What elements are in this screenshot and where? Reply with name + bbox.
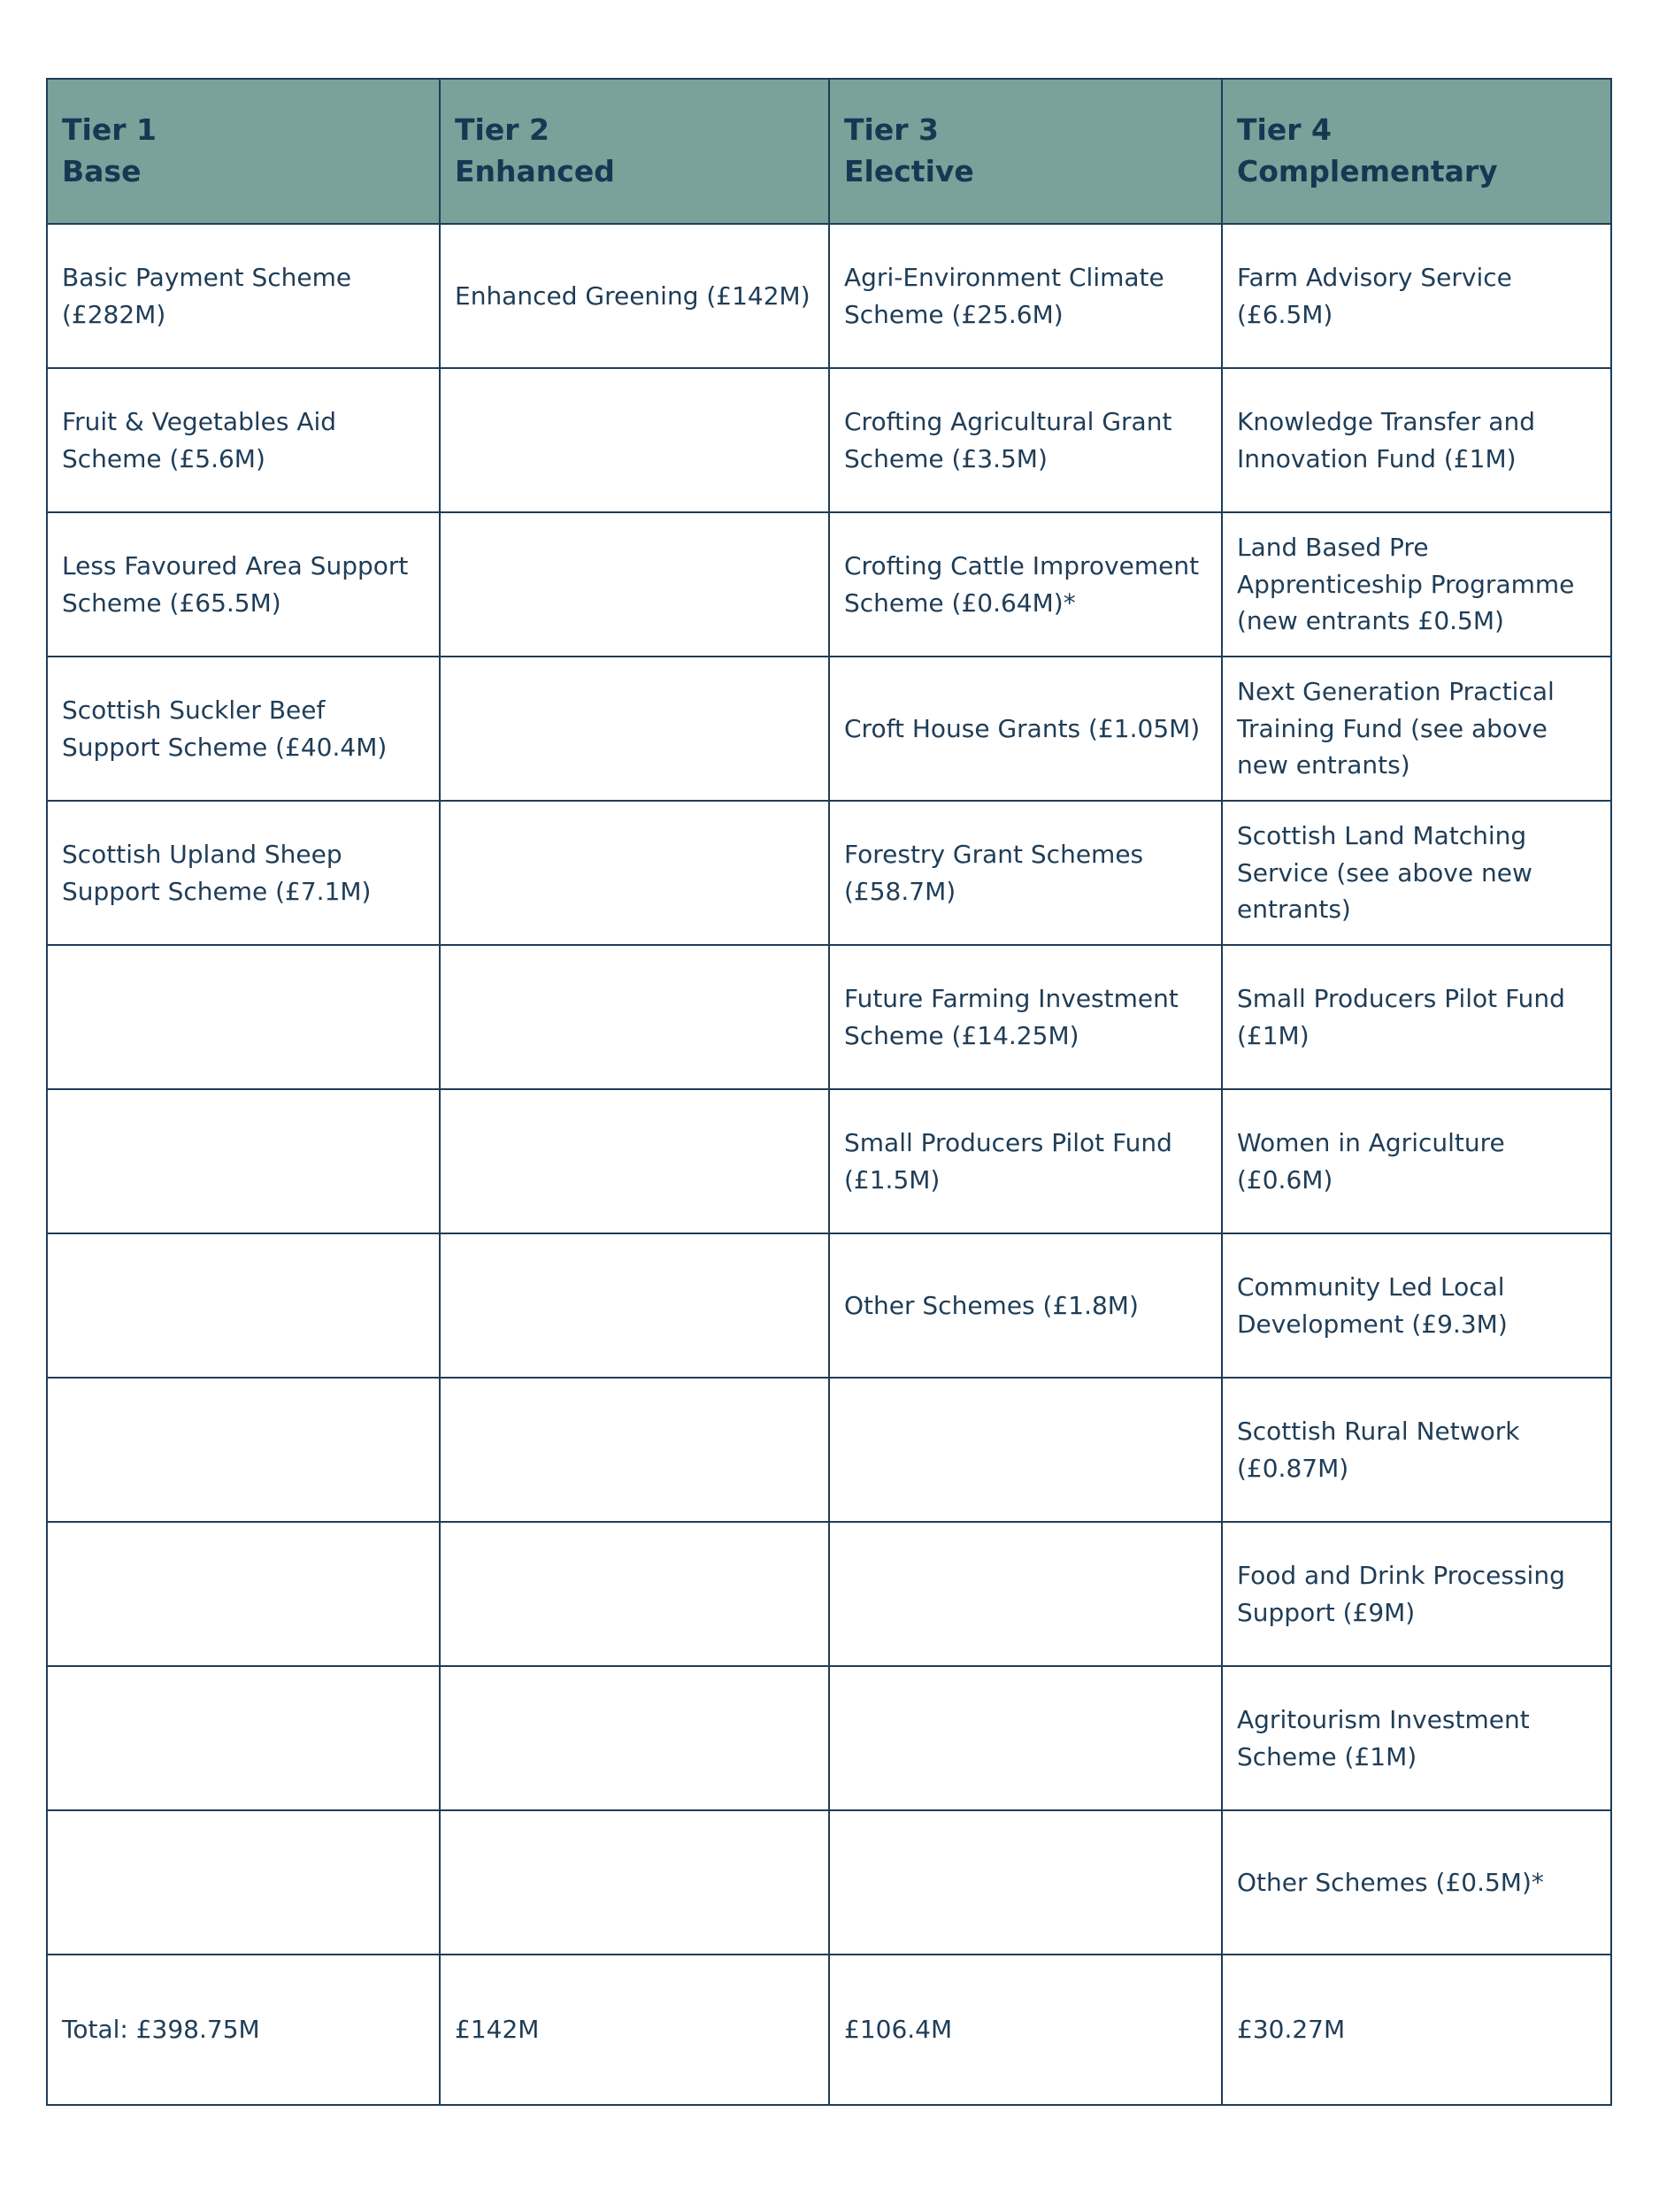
table-total-row xyxy=(47,1955,1611,2105)
cell-tier2 xyxy=(440,224,829,368)
scheme-label: Next Generation Practical Training Fund (see above new entrants) xyxy=(1237,677,1555,780)
scheme-label: Land Based Pre Apprenticeship Programme (new entrants £0.5M) xyxy=(1237,533,1575,636)
total-cell-tier1 xyxy=(47,1955,440,2105)
scheme-label: Enhanced Greening (£142M) xyxy=(455,280,810,311)
table-row xyxy=(47,657,1611,801)
tier-2-number: Tier 2 xyxy=(455,112,549,148)
cell-tier2 xyxy=(440,1378,829,1522)
table-row xyxy=(47,512,1611,657)
table-header xyxy=(47,79,1611,224)
scheme-label: Other Schemes (£1.8M) xyxy=(844,1290,1139,1320)
table-row xyxy=(47,1522,1611,1666)
cell-tier1 xyxy=(47,368,440,512)
table-row xyxy=(47,1666,1611,1810)
total-label: £142M xyxy=(455,2015,540,2045)
tier-4-number: Tier 4 xyxy=(1237,112,1332,148)
tier-1-name: Base xyxy=(62,154,142,188)
tier-4-name: Complementary xyxy=(1237,154,1498,188)
scheme-label: Agri-Environment Climate Scheme (£25.6M) xyxy=(844,263,1164,329)
scheme-label: Basic Payment Scheme (£282M) xyxy=(62,263,352,329)
scheme-label: Scottish Land Matching Service (see above new entrants) xyxy=(1237,821,1532,925)
scheme-label: Future Farming Investment Scheme (£14.25M) xyxy=(844,984,1179,1050)
cell-tier2 xyxy=(440,512,829,657)
table-body xyxy=(47,224,1611,2105)
cell-tier2 xyxy=(440,368,829,512)
table-row xyxy=(47,368,1611,512)
tier-3-name: Elective xyxy=(844,154,974,188)
total-cell-tier3 xyxy=(829,1955,1222,2105)
cell-tier3 xyxy=(829,1810,1222,1955)
cell-tier3 xyxy=(829,1233,1222,1378)
funding-tier-table xyxy=(46,78,1612,2106)
table-row xyxy=(47,945,1611,1089)
cell-tier3 xyxy=(829,801,1222,945)
cell-tier1 xyxy=(47,801,440,945)
tier-1-number: Tier 1 xyxy=(62,112,157,148)
cell-tier3 xyxy=(829,657,1222,801)
cell-tier4 xyxy=(1222,1089,1611,1233)
column-header-tier-4 xyxy=(1222,79,1611,224)
scheme-label: Food and Drink Processing Support (£9M) xyxy=(1237,1561,1565,1627)
cell-tier1 xyxy=(47,1378,440,1522)
scheme-label: Small Producers Pilot Fund (£1M) xyxy=(1237,984,1565,1050)
scheme-label: Crofting Cattle Improvement Scheme (£0.64M)* xyxy=(844,551,1200,618)
scheme-label: Croft House Grants (£1.05M) xyxy=(844,713,1201,743)
scheme-label: Other Schemes (£0.5M)* xyxy=(1237,1867,1544,1897)
cell-tier4 xyxy=(1222,945,1611,1089)
column-header-tier-1 xyxy=(47,79,440,224)
table-row xyxy=(47,224,1611,368)
cell-tier2 xyxy=(440,1233,829,1378)
cell-tier4 xyxy=(1222,1233,1611,1378)
header-row xyxy=(47,79,1611,224)
total-label: Total: £398.75M xyxy=(62,2015,260,2045)
cell-tier1 xyxy=(47,1522,440,1666)
cell-tier2 xyxy=(440,945,829,1089)
tier-2-name: Enhanced xyxy=(455,154,615,188)
cell-tier4 xyxy=(1222,1666,1611,1810)
scheme-label: Crofting Agricultural Grant Scheme (£3.5M) xyxy=(844,407,1172,473)
cell-tier2 xyxy=(440,801,829,945)
scheme-label: Agritourism Investment Scheme (£1M) xyxy=(1237,1705,1530,1771)
scheme-label: Forestry Grant Schemes (£58.7M) xyxy=(844,840,1144,906)
cell-tier3 xyxy=(829,224,1222,368)
table-row xyxy=(47,801,1611,945)
scheme-label: Scottish Upland Sheep Support Scheme (£7.1M) xyxy=(62,840,372,906)
cell-tier2 xyxy=(440,1666,829,1810)
scheme-label: Knowledge Transfer and Innovation Fund (£1M) xyxy=(1237,407,1535,473)
cell-tier3 xyxy=(829,1089,1222,1233)
cell-tier4 xyxy=(1222,1522,1611,1666)
total-cell-tier4 xyxy=(1222,1955,1611,2105)
table-row xyxy=(47,1810,1611,1955)
cell-tier3 xyxy=(829,1378,1222,1522)
cell-tier3 xyxy=(829,368,1222,512)
cell-tier4 xyxy=(1222,368,1611,512)
cell-tier3 xyxy=(829,1666,1222,1810)
cell-tier4 xyxy=(1222,224,1611,368)
cell-tier1 xyxy=(47,1089,440,1233)
cell-tier1 xyxy=(47,657,440,801)
cell-tier1 xyxy=(47,224,440,368)
cell-tier2 xyxy=(440,1810,829,1955)
column-header-tier-3 xyxy=(829,79,1222,224)
table-row xyxy=(47,1378,1611,1522)
column-header-tier-2 xyxy=(440,79,829,224)
tier-3-number: Tier 3 xyxy=(844,112,939,148)
scheme-label: Less Favoured Area Support Scheme (£65.5M) xyxy=(62,551,409,618)
scheme-label: Farm Advisory Service (£6.5M) xyxy=(1237,263,1512,329)
cell-tier4 xyxy=(1222,512,1611,657)
cell-tier2 xyxy=(440,1089,829,1233)
table-row xyxy=(47,1089,1611,1233)
tier-table-container xyxy=(46,78,1610,2106)
cell-tier2 xyxy=(440,1522,829,1666)
total-label: £30.27M xyxy=(1237,2015,1346,2045)
cell-tier4 xyxy=(1222,1810,1611,1955)
cell-tier4 xyxy=(1222,657,1611,801)
cell-tier4 xyxy=(1222,1378,1611,1522)
cell-tier1 xyxy=(47,1666,440,1810)
cell-tier3 xyxy=(829,512,1222,657)
cell-tier4 xyxy=(1222,801,1611,945)
scheme-label: Scottish Rural Network (£0.87M) xyxy=(1237,1417,1520,1483)
cell-tier3 xyxy=(829,945,1222,1089)
cell-tier3 xyxy=(829,1522,1222,1666)
total-cell-tier2 xyxy=(440,1955,829,2105)
cell-tier1 xyxy=(47,945,440,1089)
table-row xyxy=(47,1233,1611,1378)
cell-tier2 xyxy=(440,657,829,801)
scheme-label: Women in Agriculture (£0.6M) xyxy=(1237,1128,1505,1194)
scheme-label: Fruit & Vegetables Aid Scheme (£5.6M) xyxy=(62,407,337,473)
scheme-label: Community Led Local Development (£9.3M) xyxy=(1237,1272,1508,1339)
cell-tier1 xyxy=(47,1810,440,1955)
scheme-label: Scottish Suckler Beef Support Scheme (£40.4M) xyxy=(62,695,388,762)
cell-tier1 xyxy=(47,1233,440,1378)
scheme-label: Small Producers Pilot Fund (£1.5M) xyxy=(844,1128,1172,1194)
cell-tier1 xyxy=(47,512,440,657)
total-label: £106.4M xyxy=(844,2015,953,2045)
